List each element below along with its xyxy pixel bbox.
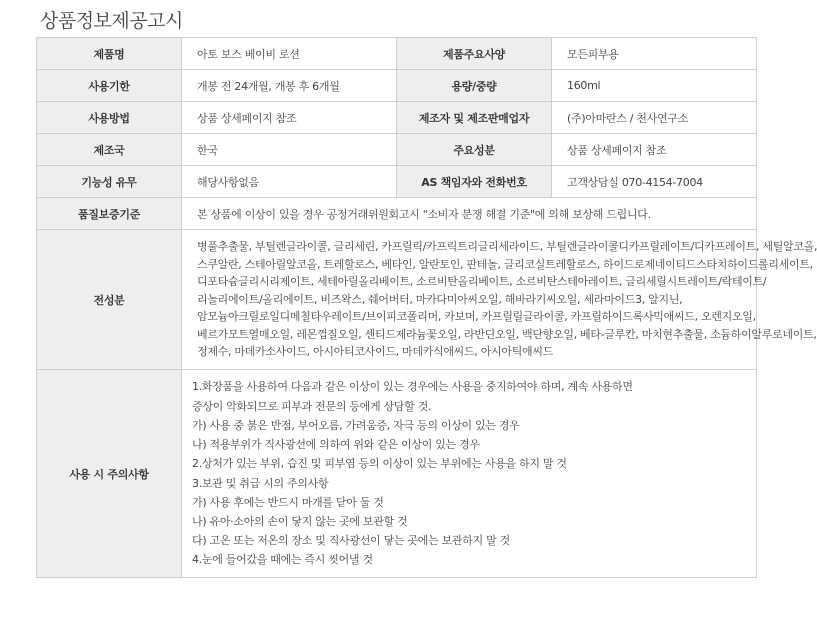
functional-value: 해당사항없음 (182, 166, 397, 198)
volume-value: 160ml (552, 70, 757, 102)
table-row (37, 370, 757, 578)
table-row (37, 166, 757, 198)
ingredients-line: 베르가모트열매오일, 레몬껍질오일, 센티드제라늄꽃오일, 라반딘오일, 백단향오일, 베타-글루칸, 마치현추출물, 소듐하이알루로네이트, (197, 327, 817, 341)
quality-value: 본 상품에 이상이 있을 경우 공정거래위원회고시 "소비자 분쟁 해결 기준"에 의해 보상해 드립니다. (182, 198, 757, 230)
caution-line: 3.보관 및 취급 시의 주의사항 (192, 476, 329, 490)
ingredients-line: 스쿠알란, 스테아릴알코올, 트레할로스, 베타인, 알란토인, 판테놀, 글리코실트레할로스, 하이드로제네이티드스타치하이드롤리세이트, (197, 257, 813, 271)
main-ingredients-label: 주요성분 (397, 134, 552, 166)
ingredients-label: 전성분 (37, 230, 182, 370)
usage-label: 사용방법 (37, 102, 182, 134)
caution-line: 가) 사용 후에는 반드시 마개를 닫아 둘 것 (192, 495, 384, 509)
caution-line: 증상이 악화되므로 피부과 전문의 등에게 상담할 것. (192, 399, 432, 413)
main-spec-label: 제품주요사양 (397, 38, 552, 70)
table-row (37, 134, 757, 166)
country-label: 제조국 (37, 134, 182, 166)
country-value: 한국 (182, 134, 397, 166)
product-info-table (36, 37, 817, 578)
ingredients-line: 병풀추출물, 부틸렌글라이콜, 글리세린, 카프릴릭/카프릭트리글리세라이드, 부틸렌글라이콜디카프릴레이트/디카프레이트, 세틸알코올, (197, 239, 817, 253)
ingredients-value (182, 230, 817, 370)
as-contact-label: AS 책임자와 전화번호 (397, 166, 552, 198)
caution-label: 사용 시 주의사항 (37, 370, 182, 578)
volume-label: 용량/중량 (397, 70, 552, 102)
caution-line: 2.상처가 있는 부위, 습진 및 피부염 등의 이상이 있는 부위에는 사용을 하지 말 것 (192, 457, 567, 471)
expiry-value: 개봉 전 24개월, 개봉 후 6개월 (182, 70, 397, 102)
caution-line: 나) 유아·소아의 손이 닿지 않는 곳에 보관할 것 (192, 514, 408, 528)
as-contact-value: 고객상담실 070-4154-7004 (552, 166, 757, 198)
table-row (37, 102, 757, 134)
ingredients-line: 리놀리에이트/올리에이트, 비즈왁스, 쉐어버터, 마카다미아씨오일, 해바라기씨오일, 세라마이드3, 알지닌, (197, 292, 683, 306)
functional-label: 기능성 유무 (37, 166, 182, 198)
product-name-label: 제품명 (37, 38, 182, 70)
page-title: 상품정보제공고시 (40, 10, 183, 32)
caution-line: 다) 고온 또는 저온의 장소 및 직사광선이 닿는 곳에는 보관하지 말 것 (192, 534, 510, 548)
table-row (37, 230, 757, 370)
table-row (37, 198, 757, 230)
caution-value (182, 370, 757, 578)
caution-line: 가) 사용 중 붉은 반점, 부어오름, 가려움증, 자극 등의 이상이 있는 경우 (192, 418, 520, 432)
caution-line: 나) 적용부위가 직사광선에 의하여 위와 같은 이상이 있는 경우 (192, 438, 480, 452)
caution-line: 4.눈에 들어갔을 때에는 즉시 씻어낼 것 (192, 553, 373, 567)
main-spec-value: 모든피부용 (552, 38, 757, 70)
manufacturer-label: 제조자 및 제조판매업자 (397, 102, 552, 134)
ingredients-line: 암모늄아크릴로일디메칠타우레이트/브이피코폴리머, 카보머, 카프릴릴글라이콜, 카프릴하이드록사믹애씨드, 오렌지오일, (197, 310, 756, 324)
table-row (37, 70, 757, 102)
table-row (37, 38, 757, 70)
product-name-value: 아토 보스 베이비 로션 (182, 38, 397, 70)
quality-label: 품질보증기준 (37, 198, 182, 230)
ingredients-line: 정제수, 마데카소사이드, 아시아티코사이드, 마데카식애씨드, 아시아틱애씨드 (197, 345, 554, 359)
expiry-label: 사용기한 (37, 70, 182, 102)
caution-line: 1.화장품을 사용하여 다음과 같은 이상이 있는 경우에는 사용을 중지하여야 하며, 계속 사용하면 (192, 380, 633, 394)
ingredients-line: 디포타슘글리시리제이트, 세테아릴올리베이트, 소르비탄올리베이트, 소르비탄스테아레이트, 글리세릴시트레이트/락테이트/ (197, 275, 767, 289)
usage-value: 상품 상세페이지 참조 (182, 102, 397, 134)
manufacturer-value: (주)아마란스 / 천사연구소 (552, 102, 757, 134)
main-ingredients-value: 상품 상세페이지 참조 (552, 134, 757, 166)
